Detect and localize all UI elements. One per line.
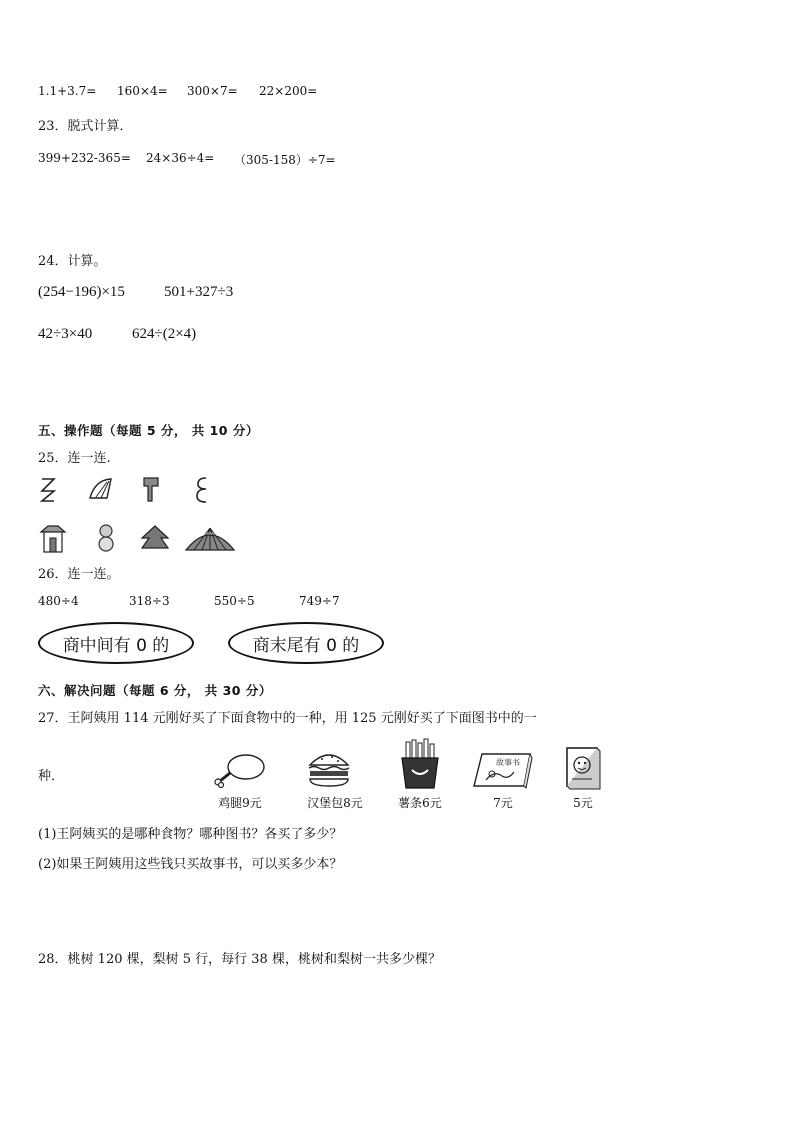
q24-item-4: 624÷(2×4) [132, 326, 197, 342]
expr-1: 1.1+3.7= [38, 84, 97, 98]
storybook-label: 7元 [493, 796, 513, 810]
arrow-tree-shape-icon [140, 524, 170, 552]
q24-item-3: 42÷3×40 [38, 326, 93, 342]
q23-title: 23．脱式计算． [38, 119, 133, 134]
q24-item-2: 501+327÷3 [164, 284, 234, 300]
oval-end-zero [228, 622, 384, 664]
q25-title: 25．连一连. [38, 451, 111, 466]
q27-sub-1: (1)王阿姨买的是哪种食物？哪种图书？各买了多少？ [38, 827, 343, 842]
q26-title: 26．连一连。 [38, 567, 120, 582]
q27-sub-2: (2)如果王阿姨用这些钱只买故事书，可以买多少本？ [38, 857, 343, 872]
fries-label: 薯条6元 [398, 796, 442, 810]
q24-title: 24．计算。 [38, 254, 107, 269]
oval-middle-zero-label: 商中间有 0 的 [62, 635, 170, 656]
q23-item-2: 24×36÷4= [146, 151, 215, 165]
q26-item-2: 318÷3 [129, 594, 170, 608]
fries-icon [398, 738, 442, 790]
storybook-icon [472, 750, 534, 790]
eight-shape-icon [95, 522, 117, 554]
q26-item-1: 480÷4 [38, 594, 79, 608]
oval-middle-zero [38, 622, 194, 664]
q23-item-3: （305-158）÷7= [234, 153, 336, 167]
picture-book-label: 5元 [573, 796, 593, 810]
half-mushroom-shape-icon [142, 474, 162, 504]
hamburger-label: 汉堡包8元 [307, 796, 363, 810]
q23-item-1: 399+232-365= [38, 151, 131, 165]
oval-end-zero-label: 商末尾有 0 的 [252, 635, 360, 656]
house-shape-icon [38, 522, 68, 554]
q26-item-4: 749÷7 [299, 594, 340, 608]
chicken-leg-icon [212, 751, 268, 789]
q26-item-3: 550÷5 [214, 594, 255, 608]
half-eight-shape-icon [194, 475, 212, 505]
umbrella-shape-icon [184, 526, 236, 554]
chicken-leg-label: 鸡腿9元 [218, 796, 262, 810]
section-6-heading: 六、解决问题（每题 6 分， 共 30 分） [38, 683, 272, 698]
half-house-shape-icon [38, 475, 58, 505]
q27-line-2: 种． [38, 769, 65, 784]
expr-4: 22×200= [259, 84, 318, 98]
picture-book-icon [564, 745, 602, 791]
hamburger-icon [306, 749, 352, 789]
half-umbrella-shape-icon [87, 476, 113, 502]
expr-2: 160×4= [117, 84, 168, 98]
section-5-heading: 五、操作题（每题 5 分， 共 10 分） [38, 423, 259, 438]
q27-line-1: 27．王阿姨用 114 元刚好买了下面食物中的一种，用 125 元刚好买了下面图书中的一 [38, 711, 537, 726]
expr-3: 300×7= [187, 84, 238, 98]
storybook-cover-text: 故事书 [496, 758, 520, 767]
q24-item-1: (254−196)×15 [38, 284, 125, 300]
q28-text: 28．桃树 120 棵，梨树 5 行，每行 38 棵，桃树和梨树一共多少棵？ [38, 952, 441, 967]
